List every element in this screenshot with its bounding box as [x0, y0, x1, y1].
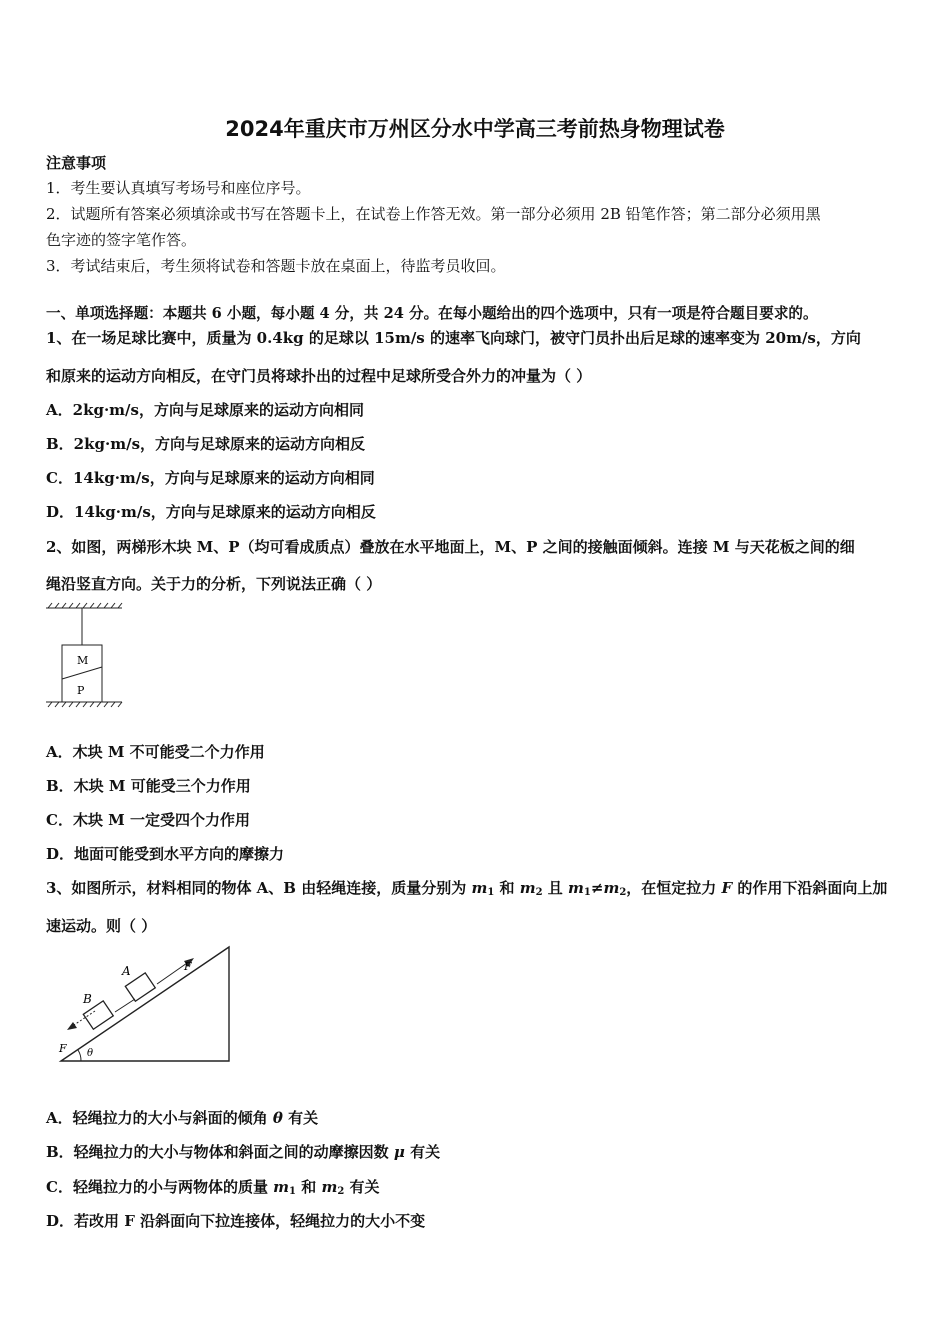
block-m-label: M: [77, 654, 89, 667]
question-2-option-b: B．木块 M 可能受三个力作用: [46, 777, 251, 795]
question-3-stem: 3、如图所示，材料相同的物体 A、B 由轻绳连接，质量分别为 $m_1$ 和 $m_2$ 且 $m_1\ne m_2$，在恒定拉力 F 的作用下沿斜面向上加: [46, 879, 888, 898]
rope: [115, 999, 135, 1012]
question-3-option-a: A．轻绳拉力的大小与斜面的倾角 θ 有关: [46, 1109, 319, 1127]
notice-item: 2．试题所有答案必须填涂或书写在答题卡上，在试卷上作答无效。第一部分必须用 2B 铅笔作答；第二部分必须用黑: [46, 205, 821, 223]
question-1-stem: 1、在一场足球比赛中，质量为 0.4kg 的足球以 15m/s 的速率飞向球门，被守门员扑出后足球的速率变为 20m/s，方向: [46, 329, 861, 347]
ground-hatch: [46, 702, 122, 707]
question-1-stem-cont: 和原来的运动方向相反，在守门员将球扑出的过程中足球所受合外力的冲量为（ ）: [46, 367, 592, 385]
notice-item: 色字迹的签字笔作答。: [46, 231, 197, 249]
page-title: 2024年重庆市万州区分水中学高三考前热身物理试卷: [225, 117, 725, 141]
question-3-figure: [55, 943, 235, 1065]
question-2-option-a: A．木块 M 不可能受二个力作用: [46, 743, 265, 761]
block-p-label: P: [77, 684, 85, 697]
label-theta: θ: [87, 1048, 94, 1059]
question-2-figure: [44, 600, 126, 712]
incline-interface: [62, 667, 102, 679]
notice-heading: 注意事项: [46, 154, 107, 172]
question-2-option-c: C．木块 M 一定受四个力作用: [46, 811, 250, 829]
question-1-option-d: D．14kg·m/s，方向与足球原来的运动方向相反: [46, 503, 376, 521]
section-heading: 一、单项选择题：本题共 6 小题，每小题 4 分，共 24 分。在每小题给出的四个选项中，只有一项是符合题目要求的。: [46, 305, 818, 322]
question-2-stem-cont: 绳沿竖直方向。关于力的分析，下列说法正确（ ）: [46, 575, 382, 593]
notice-item: 3．考试结束后，考生须将试卷和答题卡放在桌面上，待监考员收回。: [46, 257, 506, 275]
question-2-option-d: D．地面可能受到水平方向的摩擦力: [46, 845, 285, 863]
arrowhead-bottom: [67, 1022, 77, 1030]
question-3-option-d: D．若改用 F 沿斜面向下拉连接体，轻绳拉力的大小不变: [46, 1212, 426, 1230]
question-3-stem-cont: 速运动。则（ ）: [46, 917, 157, 935]
ceiling-hatch: [46, 603, 122, 608]
question-1-option-a: A．2kg·m/s，方向与足球原来的运动方向相同: [46, 401, 364, 419]
label-f-bottom: F: [59, 1042, 67, 1055]
question-2-stem: 2、如图，两梯形木块 M、P（均可看成质点）叠放在水平地面上，M、P 之间的接触面倾斜。连接 M 与天花板之间的细: [46, 538, 855, 556]
question-3-option-c: C．轻绳拉力的小与两物体的质量 $m_1$ 和 $m_2$ 有关: [46, 1178, 380, 1197]
label-a: A: [122, 964, 131, 978]
question-1-option-b: B．2kg·m/s，方向与足球原来的运动方向相反: [46, 435, 366, 453]
label-b: B: [83, 992, 92, 1006]
question-3-option-b: B．轻绳拉力的大小与物体和斜面之间的动摩擦因数 μ 有关: [46, 1143, 441, 1161]
label-f-top: F: [184, 960, 192, 973]
notice-item: 1．考生要认真填写考场号和座位序号。: [46, 179, 311, 197]
question-1-option-c: C．14kg·m/s，方向与足球原来的运动方向相同: [46, 469, 375, 487]
angle-arc: [78, 1050, 81, 1061]
